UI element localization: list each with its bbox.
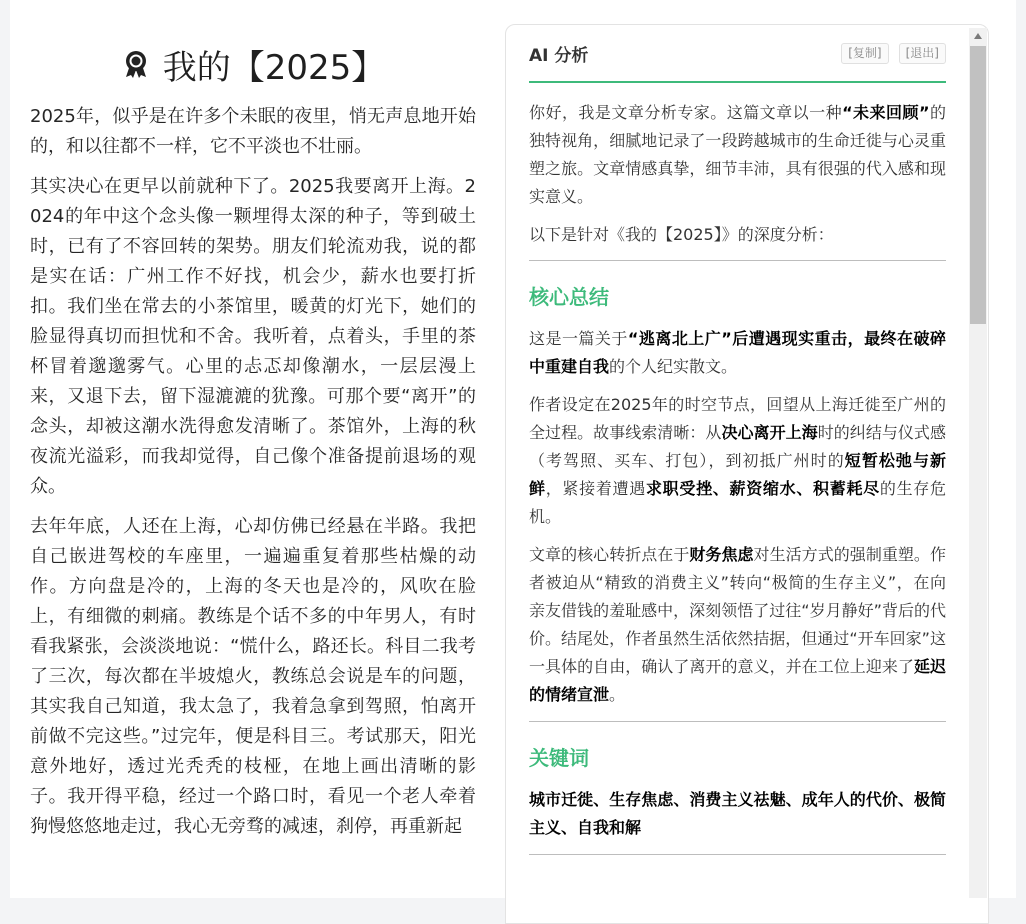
medal-icon bbox=[121, 49, 151, 79]
article-title-row bbox=[30, 36, 476, 92]
summary-p3-c: 对生活方式的强制重塑。作者被迫从“精致的消费主义”转向“极简的生存主义”，在向亲友借钱的羞耻感中，深刻领悟了过往“岁月静好”背后的代价。结尾处，作者虽然生活依然拮据，但通过“开车回家”这一具体的自由，确认了离开的意义，并在工位上迎来了 bbox=[529, 545, 946, 676]
keywords-title: 关键词 bbox=[529, 746, 589, 770]
article-paragraph-2: 其实决心在更早以前就种下了。2025我要离开上海。2024的年中这个念头像一颗埋得太深的种子，等到破土时，已有了不容回转的架势。朋友们轮流劝我，说的都是实在话：广州工作不好找，机会少，薪水也要打折扣。我们坐在常去的小茶馆里，暖黄的灯光下，她们的脸显得真切而担忧和不舍。我听着，点着头，手里的茶杯冒着邈邈雾气。心里的忐忑却像潮水，一层层漫上来，又退下去，留下湿漉漉的犹豫。可那个要“离开”的念头，却被这潮水洗得愈发清晰了。茶馆外，上海的秋夜流光溢彩，而我却觉得，自己像个准备提前退场的观众。 bbox=[30, 176, 476, 497]
intro-text-a: 你好，我是文章分析专家。这篇文章以一种 bbox=[529, 103, 843, 122]
scrollbar[interactable] bbox=[969, 28, 987, 898]
summary-p1-b: “逃离北上广”后遭遇现实重击，最终在破碎中重建自我 bbox=[529, 329, 946, 376]
scroll-up-arrow-icon[interactable] bbox=[969, 28, 987, 44]
summary-p2-g: 的生存危机。 bbox=[529, 479, 946, 526]
summary-p2-e: ，紧接着遭遇 bbox=[545, 479, 646, 498]
divider bbox=[529, 854, 946, 855]
ai-analysis-content bbox=[529, 25, 946, 855]
summary-p2-a: 作者设定在2025年的时空节点，回望从上海迁徙至广州的全过程。故事线索清晰：从 bbox=[529, 395, 946, 442]
summary-p3-b: 财务焦虑 bbox=[689, 545, 754, 564]
intro-lead: 以下是针对《我的【2025】》的深度分析： bbox=[529, 225, 834, 244]
intro-highlight: “未来回顾” bbox=[842, 103, 930, 122]
summary-paragraph-3 bbox=[529, 541, 946, 709]
article-paragraph-1: 2025年，似乎是在许多个未眠的夜里，悄无声息地开始的，和以往都不一样，它不平淡也不壮丽。 bbox=[30, 106, 476, 157]
scrollbar-thumb[interactable] bbox=[970, 46, 986, 324]
panel-header bbox=[529, 25, 946, 83]
summary-p2-d: 短暂松弛与新鲜 bbox=[529, 451, 946, 498]
intro-text-c: 的独特视角，细腻地记录了一段跨越城市的生命迁徙与心灵重塑之旅。文章情感真挚，细节丰沛，具有很强的代入感和现实意义。 bbox=[529, 103, 946, 206]
keywords-list: 城市迁徙、生存焦虑、消费主义祛魅、成年人的代价、极简主义、自我和解 bbox=[529, 790, 946, 837]
article bbox=[30, 36, 476, 852]
summary-p3-d: 延迟的情绪宣泄 bbox=[529, 657, 946, 704]
summary-p2-c: 时的纠结与仪式感（考驾照、买车、打包），到初抵广州时的 bbox=[529, 423, 946, 470]
summary-paragraph-2 bbox=[529, 391, 946, 531]
summary-paragraph-1 bbox=[529, 325, 946, 381]
article-title: 我的【2025】 bbox=[162, 47, 386, 88]
article-paragraph-3: 去年年底，人还在上海，心却仿佛已经悬在半路。我把自己嵌进驾校的车座里，一遍遍重复着那些枯燥的动作。方向盘是冷的，上海的冬天也是冷的，风吹在脸上，有细微的刺痛。教练是个话不多的中年男人，有时看我紧张，会淡淡地说：“慌什么，路还长。科目二我考了三次，每次都在半坡熄火，教练总会说是车的问题，其实我自己知道，我太急了，我着急拿到驾照，怕离开前做不完这些。”过完年，便是科目三。考试那天，阳光意外地好，透过光秃秃的枝桠，在地上画出清晰的影子。我开得平稳，经过一个路口时，看见一个老人牵着狗慢悠悠地走过，我心无旁骛的减速，刹停，再重新起 bbox=[30, 516, 476, 837]
summary-p3-e: 。 bbox=[609, 685, 626, 704]
ai-analysis-panel bbox=[505, 24, 989, 924]
summary-p2-f: 求职受挫、薪资缩水、积蓄耗尽 bbox=[645, 479, 880, 498]
page bbox=[10, 0, 1016, 898]
copy-button[interactable]: [复制] bbox=[841, 43, 888, 64]
summary-p3-a: 文章的核心转折点在于 bbox=[529, 545, 690, 564]
exit-button[interactable]: [退出] bbox=[899, 43, 946, 64]
intro-paragraph bbox=[529, 99, 946, 211]
panel-title: AI 分析 bbox=[529, 45, 589, 66]
summary-p1-a: 这是一篇关于 bbox=[529, 329, 628, 348]
summary-p1-c: 的个人纪实散文。 bbox=[609, 357, 738, 376]
panel-actions bbox=[841, 43, 946, 64]
summary-p2-b: 决心离开上海 bbox=[721, 423, 818, 442]
summary-title: 核心总结 bbox=[529, 285, 609, 309]
